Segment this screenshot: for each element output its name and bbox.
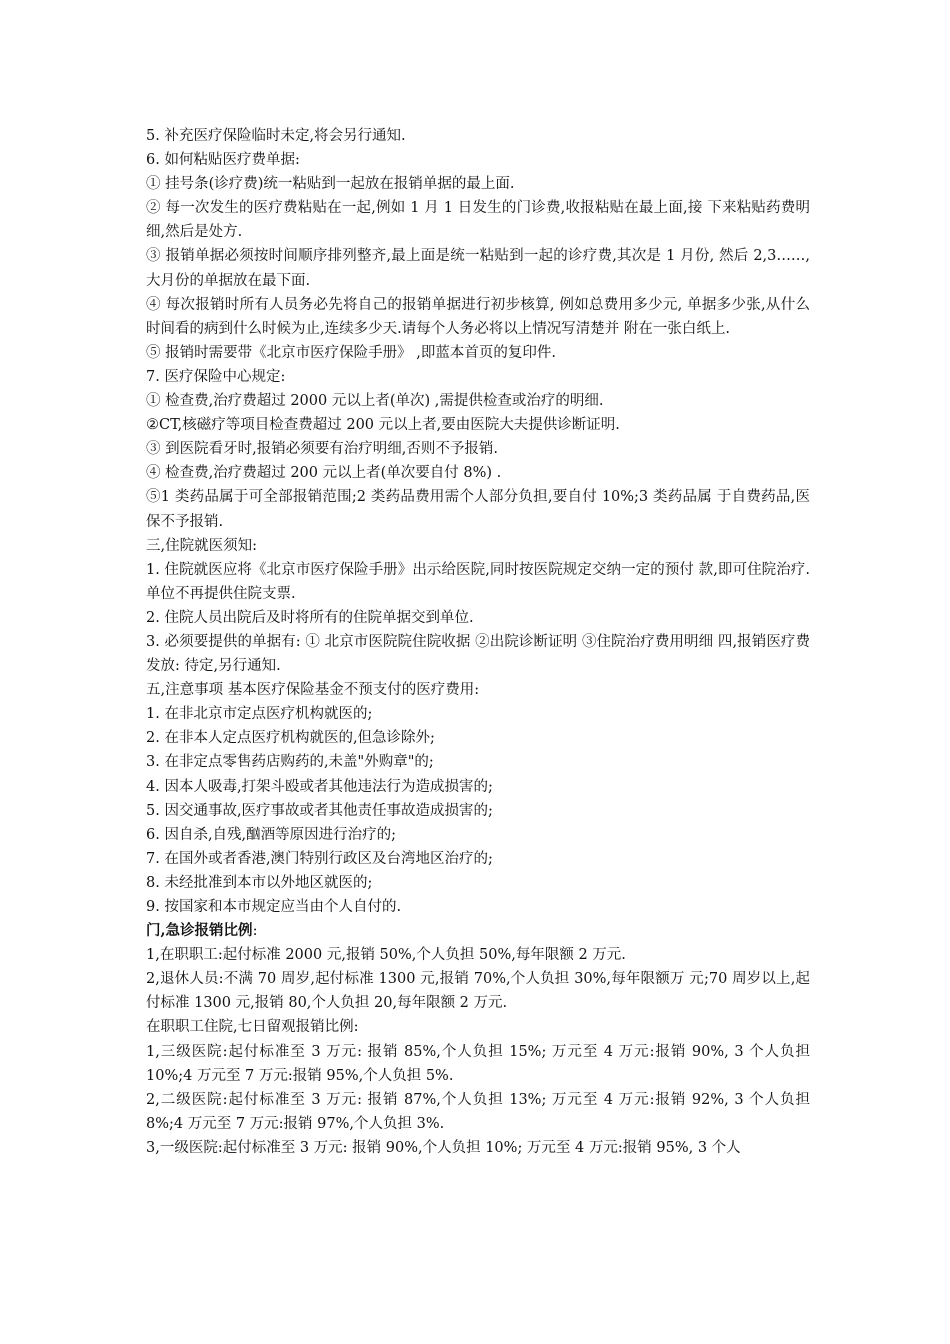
- list-item: 5. 因交通事故,医疗事故或者其他责任事故造成损害的;: [146, 802, 493, 819]
- text-line: ① 挂号条(诊疗费)统一粘贴到一起放在报销单据的最上面.: [146, 176, 515, 193]
- text-line: 2,二级医院:起付标准至 3 万元: 报销 87%,个人负担 13%; 万元至 4 万元:报销 92%, 3 个人负担 8%;4 万元至 7 万元:报销 97%,个人负担 3%.: [146, 1091, 810, 1132]
- section-heading: 三,住院就医须知:: [146, 537, 257, 554]
- heading-colon: :: [252, 923, 258, 940]
- list-item: 6. 因自杀,自残,酗酒等原因进行治疗的;: [146, 826, 397, 843]
- text-line: ④ 检查费,治疗费超过 200 元以上者(单次要自付 8%) .: [146, 465, 502, 482]
- text-line: 1,三级医院:起付标准至 3 万元: 报销 85%,个人负担 15%; 万元至 4 万元:报销 90%, 3 个人负担 10%;4 万元至 7 万元:报销 95%,个人负担 5%.: [146, 1043, 810, 1084]
- text-line: ② 每一次发生的医疗费粘贴在一起,例如 1 月 1 日发生的门诊费,收报粘贴在最上面,接 下来粘贴药费明细,然后是处方.: [146, 200, 810, 241]
- list-item: 7. 在国外或者香港,澳门特别行政区及台湾地区治疗的;: [146, 850, 493, 867]
- text-line: ③ 报销单据必须按时间顺序排列整齐,最上面是统一粘贴到一起的诊疗费,其次是 1 月份, 然后 2,3……,大月份的单据放在最下面.: [146, 248, 810, 289]
- section-heading: 五,注意事项 基本医疗保险基金不预支付的医疗费用:: [146, 682, 480, 699]
- section-heading: 在职职工住院,七日留观报销比例:: [146, 1019, 359, 1036]
- bold-heading: [146, 919, 810, 943]
- text-line: ⑤1 类药品属于可全部报销范围;2 类药品费用需个人部分负担,要自付 10%;3 类药品属 于自费药品,医保不予报销.: [146, 489, 810, 530]
- text-line: 1. 住院就医应将《北京市医疗保险手册》出示给医院,同时按医院规定交纳一定的预付 款,即可住院治疗.单位不再提供住院支票.: [146, 561, 810, 602]
- document-body: [146, 124, 810, 1160]
- list-item: 8. 未经批准到本市以外地区就医的;: [146, 874, 373, 891]
- list-item: 4. 因本人吸毒,打架斗殴或者其他违法行为造成损害的;: [146, 778, 493, 795]
- list-item: 3. 在非定点零售药店购药的,未盖"外购章"的;: [146, 754, 434, 771]
- text-line: 2. 住院人员出院后及时将所有的住院单据交到单位.: [146, 609, 474, 626]
- text-line: ②CT,核磁疗等项目检查费超过 200 元以上者,要由医院大夫提供诊断证明.: [146, 417, 620, 434]
- text-line: 3,一级医院:起付标准至 3 万元: 报销 90%,个人负担 10%; 万元至 4 万元:报销 95%, 3 个人: [146, 1139, 741, 1156]
- list-item: 1. 在非北京市定点医疗机构就医的;: [146, 706, 373, 723]
- text-line: ① 检查费,治疗费超过 2000 元以上者(单次) ,需提供检查或治疗的明细.: [146, 393, 604, 410]
- text-line: ③ 到医院看牙时,报销必须要有治疗明细,否则不予报销.: [146, 441, 498, 458]
- text-line: 1,在职职工:起付标准 2000 元,报销 50%,个人负担 50%,每年限额 2 万元.: [146, 947, 626, 964]
- section-heading: 7. 医疗保险中心规定:: [146, 368, 286, 385]
- list-item: 2. 在非本人定点医疗机构就医的,但急诊除外;: [146, 730, 435, 747]
- text-line: 5. 补充医疗保险临时未定,将会另行通知.: [146, 128, 406, 144]
- text-line: ⑤ 报销时需要带《北京市医疗保险手册》 ,即蓝本首页的复印件.: [146, 344, 556, 361]
- text-line: 3. 必须要提供的单据有: ① 北京市医院院住院收据 ②出院诊断证明 ③住院治疗费用明细 四,报销医疗费发放: 待定,另行通知.: [146, 633, 810, 675]
- text-line: 2,退休人员:不满 70 周岁,起付标准 1300 元,报销 70%,个人负担 30%,每年限额万 元;70 周岁以上,起付标准 1300 元,报销 80,个人负担 20,每年限额 2 万元.: [146, 971, 810, 1012]
- list-item: 9. 按国家和本市规定应当由个人自付的.: [146, 899, 402, 915]
- bold-heading-text: 门,急诊报销比例: [146, 922, 253, 940]
- text-line: ④ 每次报销时所有人员务必先将自己的报销单据进行初步核算, 例如总费用多少元, 单据多少张,从什么时间看的病到什么时候为止,连续多少天.请每个人务必将以上情况写清楚并 附在一张白纸上.: [146, 296, 810, 337]
- section-heading: 6. 如何粘贴医疗费单据:: [146, 152, 300, 169]
